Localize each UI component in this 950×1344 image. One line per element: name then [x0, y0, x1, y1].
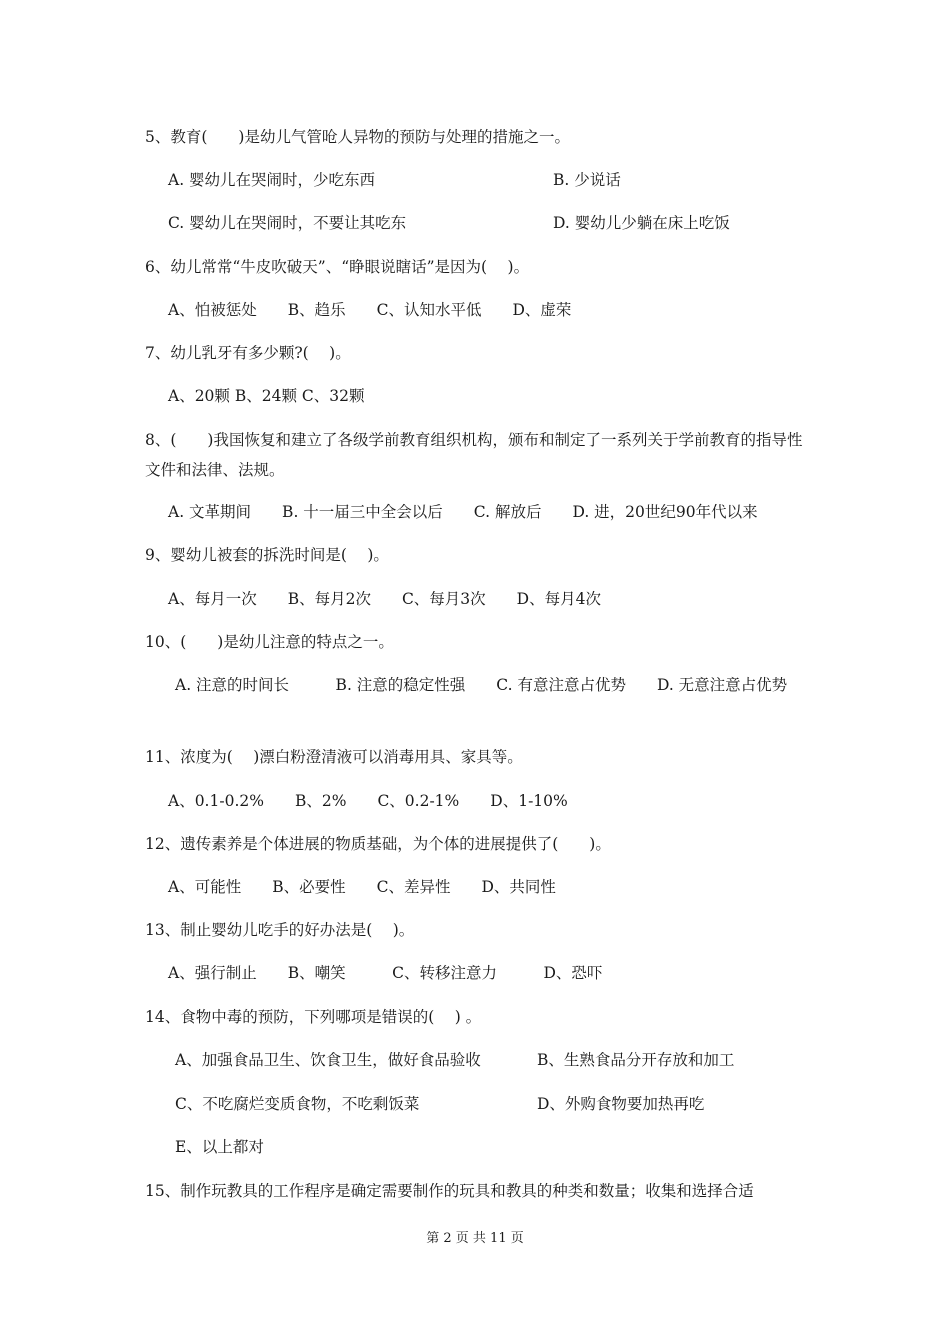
question-8-stem: 8、( )我国恢复和建立了各级学前教育组织机构，颁布和制定了一系列关于学前教育的指导性文件和法律、法规。: [145, 431, 803, 479]
question-9-stem: 9、婴幼儿被套的拆洗时间是( )。: [145, 546, 389, 564]
question-5-option-c: C. 婴幼儿在哭闹时，不要让其吃东: [168, 214, 407, 232]
question-10-options: A. 注意的时间长 B. 注意的稳定性强 C. 有意注意占优势 D. 无意注意占优势: [175, 676, 788, 694]
question-12-stem: 12、遗传素养是个体进展的物质基础，为个体的进展提供了( )。: [145, 835, 611, 853]
page-footer: 第 2 页 共 11 页: [426, 1231, 524, 1246]
question-8-options: A. 文革期间 B. 十一届三中全会以后 C. 解放后 D. 进，20世纪90年代以来: [168, 503, 758, 521]
question-6-options: A、怕被惩处 B、趋乐 C、认知水平低 D、虚荣: [168, 301, 572, 319]
question-11-options: A、0.1-0.2% B、2% C、0.2-1% D、1-10%: [168, 792, 568, 810]
question-7-options: A、20颗 B、24颗 C、32颗: [168, 387, 365, 405]
question-14-option-c: C、不吃腐烂变质食物，不吃剩饭菜: [175, 1095, 420, 1113]
question-14-option-d: D、外购食物要加热再吃: [537, 1095, 705, 1113]
question-12-options: A、可能性 B、必要性 C、差异性 D、共同性: [168, 878, 556, 896]
question-6-stem: 6、幼儿常常“牛皮吹破天”、“睁眼说瞎话”是因为( )。: [145, 258, 530, 276]
question-5-option-b: B. 少说话: [553, 171, 621, 189]
question-13-stem: 13、制止婴幼儿吃手的好办法是( )。: [145, 921, 415, 939]
question-5-option-a: A. 婴幼儿在哭闹时，少吃东西: [168, 171, 376, 189]
question-10-stem: 10、( )是幼儿注意的特点之一。: [145, 633, 394, 651]
question-5-stem: 5、教育( )是幼儿气管呛人异物的预防与处理的措施之一。: [145, 128, 570, 146]
question-5-option-d: D. 婴幼儿少躺在床上吃饭: [553, 214, 730, 232]
question-9-options: A、每月一次 B、每月2次 C、每月3次 D、每月4次: [168, 590, 601, 608]
question-14-option-e: E、以上都对: [175, 1138, 264, 1156]
question-14-option-a: A、加强食品卫生、饮食卫生，做好食品验收: [175, 1051, 481, 1069]
question-14-option-b: B、生熟食品分开存放和加工: [537, 1051, 735, 1069]
question-15-stem: 15、制作玩教具的工作程序是确定需要制作的玩具和教具的种类和数量；收集和选择合适: [145, 1182, 754, 1200]
question-13-options: A、强行制止 B、嘲笑 C、转移注意力 D、恐吓: [168, 964, 603, 982]
question-7-stem: 7、幼儿乳牙有多少颗?( )。: [145, 344, 351, 362]
question-11-stem: 11、浓度为( )漂白粉澄清液可以消毒用具、家具等。: [145, 748, 523, 766]
question-14-stem: 14、食物中毒的预防，下列哪项是错误的( ) 。: [145, 1008, 482, 1026]
